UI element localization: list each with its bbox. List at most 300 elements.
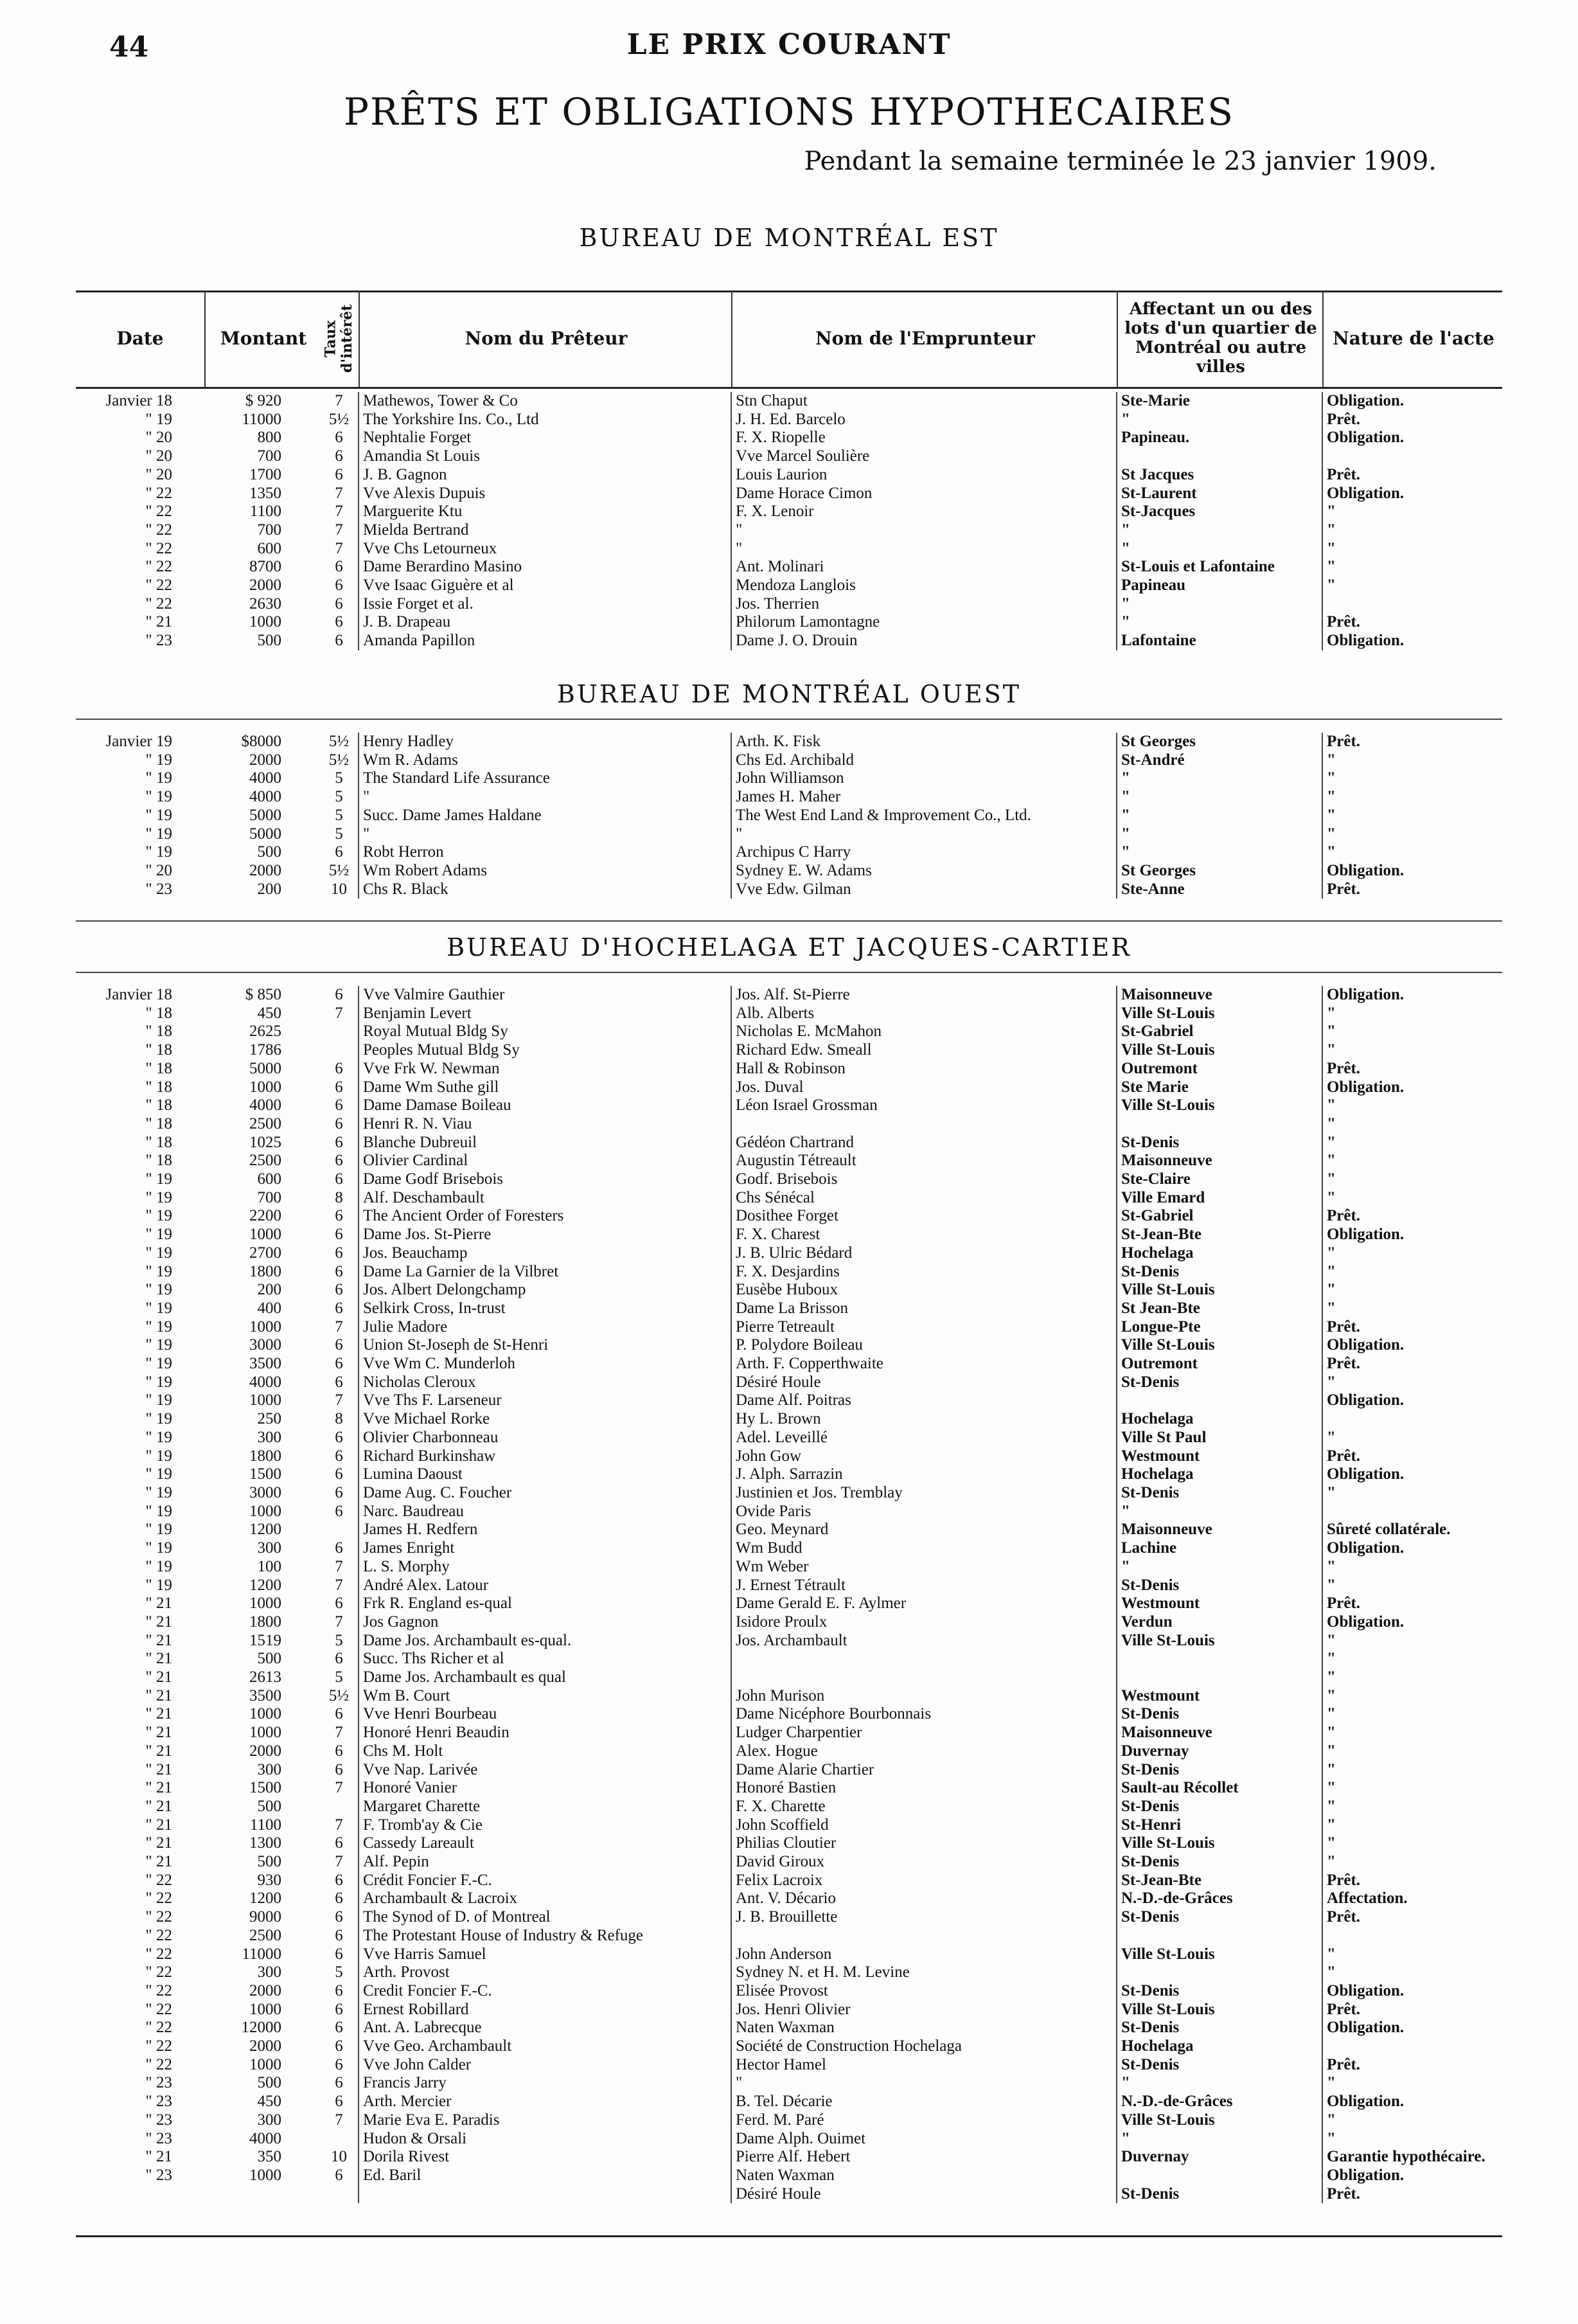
entry-borrower: Dame Alf. Poitras: [731, 1391, 1117, 1410]
entry-location: Outremont: [1117, 1355, 1322, 1373]
entry-borrower: Désiré Houle: [731, 1373, 1117, 1392]
table-row: [76, 466, 1502, 485]
entry-date: " 18: [145, 1114, 172, 1132]
entry-nature: ": [1322, 1300, 1502, 1318]
entry-rate: 6: [335, 1244, 343, 1262]
entry-lender: Vve Valmire Gauthier: [359, 986, 731, 1005]
page-title: PRÊTS ET OBLIGATIONS HYPOTHECAIRES: [343, 90, 1235, 134]
table-row: [76, 1742, 1502, 1761]
table-row: [76, 1096, 1502, 1115]
entry-date: Janvier 18: [105, 986, 172, 1003]
entry-nature: ": [1322, 1041, 1502, 1060]
entry-rate: 6: [335, 2074, 343, 2092]
entry-borrower: Dame Alarie Chartier: [731, 1761, 1117, 1780]
entry-location: Duvernay: [1117, 1742, 1322, 1761]
entry-amount: 100: [257, 1557, 281, 1575]
entry-location: [1117, 2167, 1322, 2185]
entry-amount: 450: [257, 1004, 281, 1022]
table-row: [76, 1558, 1502, 1577]
entry-date: " 19: [145, 806, 172, 824]
entry-rate: 6: [335, 2093, 343, 2111]
entry-date: " 23: [145, 632, 172, 650]
entry-borrower: Ferd. M. Paré: [731, 2111, 1117, 2130]
entry-nature: ": [1322, 1945, 1502, 1964]
entry-rate: 7: [335, 484, 343, 502]
entry-rate: 6: [335, 1078, 343, 1096]
entry-borrower: Jos. Alf. St-Pierre: [731, 986, 1117, 1005]
entry-date: " 19: [145, 769, 172, 787]
table-row: [76, 880, 1502, 899]
entry-nature: ": [1322, 1115, 1502, 1134]
entry-date: " 22: [145, 1981, 172, 1999]
entry-borrower: ": [731, 521, 1117, 540]
entry-location: St-Louis et Lafontaine: [1117, 558, 1322, 577]
entry-location: Outremont: [1117, 1060, 1322, 1078]
entry-borrower: F. X. Charette: [731, 1798, 1117, 1816]
entry-nature: ": [1322, 1816, 1502, 1835]
entry-date: " 21: [145, 1650, 172, 1668]
entry-borrower: Ludger Charpentier: [731, 1724, 1117, 1742]
entry-date: " 19: [145, 1465, 172, 1483]
entry-borrower: David Giroux: [731, 1853, 1117, 1872]
entry-rate: 6: [335, 1834, 343, 1852]
entry-location: Ville St-Louis: [1117, 2111, 1322, 2130]
entry-lender: Credit Foncier F.-C.: [359, 1982, 731, 2001]
entry-nature: [1322, 1410, 1502, 1429]
entry-amount: 350: [257, 2148, 281, 2166]
entry-date: " 22: [145, 503, 172, 521]
entry-rate: 6: [335, 843, 343, 861]
table-row: [76, 2167, 1502, 2185]
entry-nature: Prêt.: [1322, 411, 1502, 429]
entry-lender: Vve Nap. Larivée: [359, 1761, 731, 1780]
entry-location: St-Henri: [1117, 1816, 1322, 1835]
entry-rate: 6: [335, 1114, 343, 1132]
entry-lender: The Yorkshire Ins. Co., Ltd: [359, 411, 731, 429]
entry-lender: Wm Robert Adams: [359, 862, 731, 880]
entry-nature: ": [1322, 521, 1502, 540]
entry-amount: 1000: [249, 1724, 281, 1742]
entry-borrower: Alb. Alberts: [731, 1005, 1117, 1023]
entry-location: ": [1117, 843, 1322, 862]
entry-location: St-Denis: [1117, 1263, 1322, 1282]
entry-nature: Obligation.: [1322, 1226, 1502, 1244]
entry-nature: ": [1322, 843, 1502, 862]
entry-borrower: Eusèbe Huboux: [731, 1281, 1117, 1300]
entry-amount: 500: [257, 1797, 281, 1815]
entry-location: Verdun: [1117, 1613, 1322, 1632]
entry-lender: Julie Madore: [359, 1318, 731, 1337]
entry-borrower: J. Ernest Tétrault: [731, 1577, 1117, 1595]
table-row: [76, 2019, 1502, 2037]
table-row: [76, 1890, 1502, 1908]
table-row: [76, 1982, 1502, 2001]
entry-location: St-André: [1117, 751, 1322, 770]
entry-amount: 800: [257, 429, 281, 447]
table-row: [76, 1521, 1502, 1539]
section-rule: [76, 920, 1502, 922]
section-title-montreal-est: BUREAU DE MONTRÉAL EST: [579, 224, 999, 252]
running-title: LE PRIX COURANT: [626, 28, 952, 61]
table-row: [76, 1391, 1502, 1410]
entry-date: " 22: [145, 1908, 172, 1926]
entry-date: " 18: [145, 1004, 172, 1022]
entry-location: Maisonneuve: [1117, 1724, 1322, 1742]
entry-date: " 19: [145, 1170, 172, 1188]
entry-lender: Jos. Beauchamp: [359, 1244, 731, 1263]
entry-rate: 7: [335, 1557, 343, 1575]
entry-amount: 2000: [249, 2037, 281, 2055]
entry-location: ": [1117, 595, 1322, 614]
entry-date: " 21: [145, 1816, 172, 1834]
entry-amount: 2700: [249, 1244, 281, 1262]
entry-lender: Robt Herron: [359, 843, 731, 862]
entry-nature: ": [1322, 1244, 1502, 1263]
entry-amount: 500: [257, 2074, 281, 2092]
table-row: [76, 1373, 1502, 1392]
entry-rate: 6: [335, 465, 343, 483]
entry-amount: 1000: [249, 2055, 281, 2073]
entry-date: " 19: [145, 1521, 172, 1539]
entry-date: [76, 2185, 204, 2204]
entry-date: " 19: [145, 1576, 172, 1594]
col-header-borrower: Nom de l'Emprunteur: [731, 290, 1118, 387]
entry-amount: 1200: [249, 1521, 281, 1539]
table-row: [76, 1853, 1502, 1872]
entry-borrower: Elisée Provost: [731, 1982, 1117, 2001]
entry-rate: 7: [335, 1613, 343, 1631]
table-row: [76, 1189, 1502, 1208]
entry-date: " 22: [145, 1871, 172, 1889]
entry-amount: 1100: [249, 1816, 281, 1834]
entry-lender: Dame Berardino Masino: [359, 558, 731, 577]
entry-date: " 21: [145, 2148, 172, 2166]
entry-lender: The Standard Life Assurance: [359, 769, 731, 788]
col-header-lender: Nom du Prêteur: [359, 290, 732, 387]
entry-lender: Honoré Vanier: [359, 1779, 731, 1798]
entry-rate: 5½: [328, 751, 350, 769]
entry-rate: 7: [335, 539, 343, 557]
entry-amount: 4000: [249, 1096, 281, 1114]
entry-location: ": [1117, 1503, 1322, 1521]
entry-amount: 8700: [249, 558, 281, 576]
entry-date: " 19: [145, 751, 172, 769]
entry-nature: ": [1322, 1281, 1502, 1300]
entry-lender: Union St-Joseph de St-Henri: [359, 1336, 731, 1355]
ledger-table-hochelaga: [76, 986, 1502, 2203]
table-row: [76, 986, 1502, 1005]
entry-lender: Henry Hadley: [359, 733, 731, 751]
entry-rate: 6: [335, 429, 343, 447]
entry-rate: 6: [335, 2000, 343, 2018]
entry-borrower: Geo. Meynard: [731, 1521, 1117, 1539]
entry-borrower: ": [731, 825, 1117, 844]
entry-date: " 22: [145, 594, 172, 612]
entry-lender: Succ. Ths Richer et al: [359, 1650, 731, 1668]
entry-location: Longue-Pte: [1117, 1318, 1322, 1337]
entry-amount: 250: [257, 1410, 281, 1428]
entry-location: St-Denis: [1117, 1908, 1322, 1927]
entry-rate: 6: [335, 1465, 343, 1483]
entry-nature: Obligation.: [1322, 632, 1502, 650]
entry-amount: 1000: [249, 613, 281, 631]
entry-amount: 3000: [249, 1483, 281, 1501]
entry-amount: 1200: [249, 1890, 281, 1908]
entry-rate: 6: [335, 1650, 343, 1668]
entry-amount: 1800: [249, 1613, 281, 1631]
entry-amount: 2200: [249, 1207, 281, 1225]
entry-location: ": [1117, 521, 1322, 540]
entry-location: St-Denis: [1117, 1853, 1322, 1872]
entry-lender: Vve Michael Rorke: [359, 1410, 731, 1429]
entry-nature: Prêt.: [1322, 733, 1502, 751]
entry-borrower: Dame Horace Cimon: [731, 485, 1117, 503]
entry-amount: 1519: [249, 1631, 281, 1649]
entry-location: St-Denis: [1117, 1982, 1322, 2001]
entry-location: ": [1117, 769, 1322, 788]
table-row: [76, 540, 1502, 559]
entry-location: Ville St-Louis: [1117, 1005, 1322, 1023]
entry-rate: 7: [335, 1779, 343, 1797]
entry-rate: 6: [335, 986, 343, 1003]
entry-nature: Prêt.: [1322, 1872, 1502, 1890]
table-row: [76, 1300, 1502, 1318]
entry-location: Papineau.: [1117, 429, 1322, 447]
entry-lender: Wm R. Adams: [359, 751, 731, 770]
entry-lender: The Ancient Order of Foresters: [359, 1207, 731, 1226]
entry-rate: 7: [335, 1004, 343, 1022]
entry-location: ": [1117, 613, 1322, 632]
entry-nature: Prêt.: [1322, 2056, 1502, 2075]
entry-nature: ": [1322, 540, 1502, 559]
header-bottom-rule: [76, 387, 1502, 389]
table-row: [76, 1539, 1502, 1558]
entry-date: " 19: [145, 1318, 172, 1336]
entry-lender: Crédit Foncier F.-C.: [359, 1872, 731, 1890]
entry-lender: Margaret Charette: [359, 1798, 731, 1816]
entry-lender: Narc. Baudreau: [359, 1503, 731, 1521]
table-row: [76, 1761, 1502, 1780]
entry-rate: 6: [335, 1908, 343, 1926]
entry-location: Ville St-Louis: [1117, 1041, 1322, 1060]
entry-lender: Richard Burkinshaw: [359, 1447, 731, 1466]
entry-borrower: Sydney N. et H. M. Levine: [731, 1963, 1117, 1982]
entry-borrower: Dame Alph. Ouimet: [731, 2130, 1117, 2149]
entry-nature: Garantie hypothécaire.: [1322, 2148, 1502, 2167]
entry-location: ": [1117, 788, 1322, 807]
entry-nature: Prêt.: [1322, 1595, 1502, 1613]
entry-lender: Vve Henri Bourbeau: [359, 1705, 731, 1724]
entry-amount: 500: [257, 632, 281, 650]
table-row: [76, 1687, 1502, 1706]
table-row: [76, 447, 1502, 466]
entry-rate: 7: [335, 1816, 343, 1834]
entry-location: Ville Emard: [1117, 1189, 1322, 1208]
entry-rate: 6: [335, 1336, 343, 1354]
entry-location: ": [1117, 2074, 1322, 2093]
entry-lender: Chs R. Black: [359, 880, 731, 899]
entry-rate: 5: [335, 788, 343, 806]
entry-nature: ": [1322, 1152, 1502, 1170]
entry-borrower: Gédéon Chartrand: [731, 1134, 1117, 1152]
entry-lender: Cassedy Lareault: [359, 1834, 731, 1853]
entry-amount: 5000: [249, 1059, 281, 1077]
entry-date: " 22: [145, 2019, 172, 2037]
entry-nature: ": [1322, 1705, 1502, 1724]
entry-nature: Obligation.: [1322, 429, 1502, 447]
entry-rate: 5½: [328, 1686, 350, 1704]
entry-borrower: Nicholas E. McMahon: [731, 1023, 1117, 1041]
entry-borrower: Jos. Henri Olivier: [731, 2001, 1117, 2019]
table-row: [76, 1927, 1502, 1945]
entry-amount: 11000: [242, 410, 281, 428]
entry-borrower: Wm Weber: [731, 1558, 1117, 1577]
entry-location: Ville St-Louis: [1117, 1834, 1322, 1853]
entry-nature: ": [1322, 1023, 1502, 1041]
ledger-table-montreal-est: [76, 392, 1502, 650]
table-row: [76, 2074, 1502, 2093]
entry-date: " 18: [145, 1078, 172, 1096]
entry-location: St-Gabriel: [1117, 1207, 1322, 1226]
entry-borrower: Vve Edw. Gilman: [731, 880, 1117, 899]
entry-lender: Vve John Calder: [359, 2056, 731, 2075]
entry-amount: 700: [257, 521, 281, 539]
entry-borrower: F. X. Desjardins: [731, 1263, 1117, 1282]
table-row: [76, 392, 1502, 411]
entry-lender: Marguerite Ktu: [359, 503, 731, 521]
entry-borrower: Archipus C Harry: [731, 843, 1117, 862]
entry-date: " 21: [145, 1797, 172, 1815]
entry-date: " 19: [145, 1188, 172, 1206]
entry-date: " 19: [145, 1262, 172, 1280]
entry-nature: ": [1322, 1742, 1502, 1761]
table-row: [76, 632, 1502, 650]
entry-date: Janvier 19: [105, 733, 172, 750]
entry-borrower: Léon Israel Grossman: [731, 1096, 1117, 1115]
entry-borrower: J. Alph. Sarrazin: [731, 1465, 1117, 1484]
entry-date: " 18: [145, 1041, 172, 1059]
entry-borrower: F. X. Lenoir: [731, 503, 1117, 521]
entry-lender: Benjamin Levert: [359, 1005, 731, 1023]
entry-nature: Obligation.: [1322, 2093, 1502, 2111]
entry-amount: 300: [257, 1963, 281, 1981]
entry-nature: Prêt.: [1322, 1447, 1502, 1466]
entry-borrower: Dosithee Forget: [731, 1207, 1117, 1226]
entry-rate: 6: [335, 1281, 343, 1299]
entry-amount: 2000: [249, 861, 281, 879]
entry-location: Ste-Anne: [1117, 880, 1322, 899]
table-row: [76, 1318, 1502, 1337]
entry-rate: 6: [335, 1945, 343, 1963]
table-row: [76, 1872, 1502, 1890]
entry-lender: ": [359, 788, 731, 807]
col-header-location: Affectant un ou des lots d'un quartier de Montréal ou autre villes: [1117, 290, 1324, 387]
entry-date: " 22: [145, 558, 172, 576]
entry-amount: 1000: [249, 1226, 281, 1244]
entry-lender: The Synod of D. of Montreal: [359, 1908, 731, 1927]
entry-date: " 23: [145, 2111, 172, 2129]
entry-nature: Prêt.: [1322, 613, 1502, 632]
entry-nature: ": [1322, 807, 1502, 825]
entry-date: " 18: [145, 1133, 172, 1151]
entry-borrower: The West End Land & Improvement Co., Ltd.: [731, 807, 1117, 825]
entry-rate: 6: [335, 2037, 343, 2055]
entry-borrower: Jos. Therrien: [731, 595, 1117, 614]
entry-location: St-Denis: [1117, 1134, 1322, 1152]
entry-date: " 20: [145, 861, 172, 879]
entry-borrower: Naten Waxman: [731, 2167, 1117, 2185]
entry-nature: ": [1322, 1668, 1502, 1687]
entry-borrower: Augustin Tétreault: [731, 1152, 1117, 1170]
entry-nature: ": [1322, 1263, 1502, 1282]
entry-nature: ": [1322, 825, 1502, 844]
table-row: [76, 1613, 1502, 1632]
table-row: [76, 1798, 1502, 1816]
entry-amount: 11000: [242, 1945, 281, 1963]
entry-rate: 7: [335, 503, 343, 521]
entry-lender: Archambault & Lacroix: [359, 1890, 731, 1908]
entry-amount: 3000: [249, 1336, 281, 1354]
entry-amount: 3500: [249, 1686, 281, 1704]
entry-location: Ville St Paul: [1117, 1429, 1322, 1447]
entry-rate: 6: [335, 2019, 343, 2037]
entry-lender: Succ. Dame James Haldane: [359, 807, 731, 825]
entry-location: St-Denis: [1117, 2019, 1322, 2037]
entry-location: St Georges: [1117, 733, 1322, 751]
table-row: [76, 2001, 1502, 2019]
table-row: [76, 1724, 1502, 1742]
entry-lender: Olivier Cardinal: [359, 1152, 731, 1170]
entry-location: Hochelaga: [1117, 1244, 1322, 1263]
table-row: [76, 1668, 1502, 1687]
entry-location: Hochelaga: [1117, 1410, 1322, 1429]
entry-rate: 6: [335, 1096, 343, 1114]
entry-lender: L. S. Morphy: [359, 1558, 731, 1577]
entry-rate: 6: [335, 2055, 343, 2073]
entry-amount: 1000: [249, 1318, 281, 1336]
page-number: 44: [109, 31, 149, 64]
table-row: [76, 1115, 1502, 1134]
table-row: [76, 1779, 1502, 1798]
entry-rate: 7: [335, 1318, 343, 1336]
entry-borrower: Louis Laurion: [731, 466, 1117, 485]
entry-borrower: [731, 1115, 1117, 1134]
table-row: [76, 1484, 1502, 1503]
table-row: [76, 825, 1502, 844]
table-row: [76, 1632, 1502, 1650]
table-row: [76, 1023, 1502, 1041]
entry-date: " 21: [145, 1668, 172, 1686]
entry-rate: 5: [335, 825, 343, 843]
entry-location: [1117, 1650, 1322, 1668]
entry-lender: James Enright: [359, 1539, 731, 1558]
table-row: [76, 613, 1502, 632]
entry-date: " 23: [145, 2167, 172, 2184]
entry-date: " 23: [145, 2129, 172, 2147]
entry-rate: [320, 1041, 359, 1060]
entry-location: [1117, 447, 1322, 466]
entry-location: Westmount: [1117, 1447, 1322, 1466]
entry-amount: 300: [257, 2111, 281, 2129]
entry-amount: 2630: [249, 594, 281, 612]
entry-lender: Vve Frk W. Newman: [359, 1060, 731, 1078]
entry-amount: 1786: [249, 1041, 281, 1059]
entry-rate: 5½: [328, 410, 350, 428]
entry-lender: Mielda Bertrand: [359, 521, 731, 540]
entry-borrower: John Murison: [731, 1687, 1117, 1706]
entry-date: " 19: [145, 1391, 172, 1409]
entry-borrower: Adel. Leveillé: [731, 1429, 1117, 1447]
